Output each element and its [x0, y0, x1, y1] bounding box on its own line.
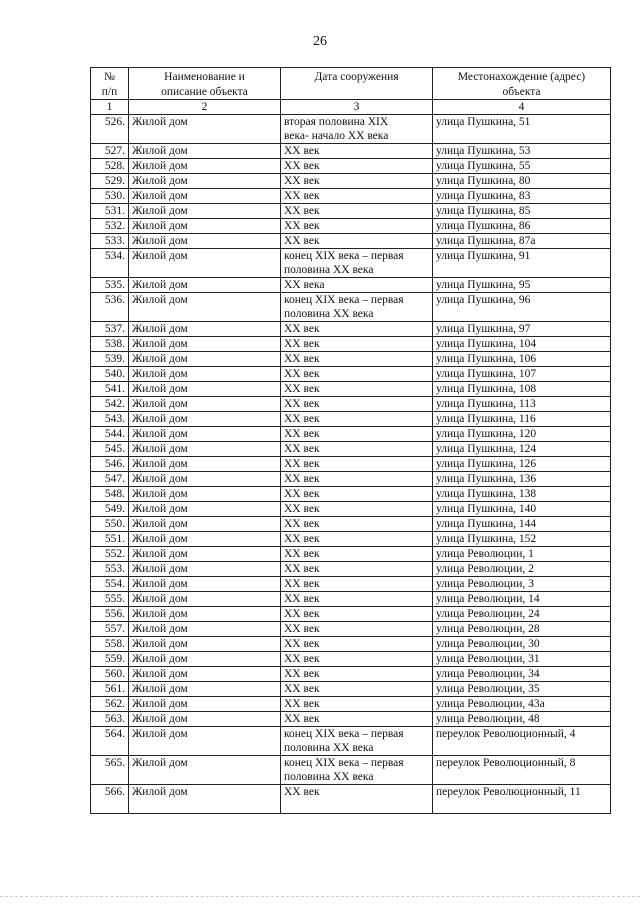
row-number-cell: 565.: [91, 756, 129, 785]
construction-date-line: века- начало XX века: [284, 130, 389, 142]
table-row: [91, 293, 611, 322]
row-number-cell: 543.: [91, 412, 129, 427]
table-row: [91, 382, 611, 397]
table-row: [91, 607, 611, 622]
construction-date-cell: [281, 727, 433, 756]
object-name-cell: Жилой дом: [129, 442, 281, 457]
row-number-cell: 544.: [91, 427, 129, 442]
row-number-cell: 562.: [91, 697, 129, 712]
construction-date-cell: [281, 487, 433, 502]
construction-date-line: XX век: [284, 205, 320, 217]
table-row: [91, 532, 611, 547]
row-number-cell: 540.: [91, 367, 129, 382]
construction-date-line: XX век: [284, 190, 320, 202]
object-name-cell: Жилой дом: [129, 592, 281, 607]
location-cell: улица Пушкина, 80: [433, 174, 611, 189]
object-name-cell: Жилой дом: [129, 712, 281, 727]
construction-date-cell: [281, 547, 433, 562]
construction-date-line: XX век: [284, 235, 320, 247]
construction-date-line: вторая половина XIX: [284, 116, 389, 128]
construction-date-cell: [281, 517, 433, 532]
row-number-cell: 549.: [91, 502, 129, 517]
construction-date-cell: [281, 667, 433, 682]
construction-date-cell: [281, 115, 433, 144]
location-cell: улица Революции, 43а: [433, 697, 611, 712]
location-cell: улица Пушкина, 86: [433, 219, 611, 234]
construction-date-cell: [281, 204, 433, 219]
construction-date-cell: [281, 622, 433, 637]
row-number-cell: 546.: [91, 457, 129, 472]
header-location: [433, 68, 611, 100]
object-name-cell: Жилой дом: [129, 322, 281, 337]
column-index-cell: 1: [91, 100, 129, 115]
construction-date-line: XX век: [284, 638, 320, 650]
object-name-cell: Жилой дом: [129, 115, 281, 144]
construction-date-line: XX век: [284, 353, 320, 365]
table-row: [91, 412, 611, 427]
construction-date-line: XX век: [284, 398, 320, 410]
construction-date-line: XX век: [284, 368, 320, 380]
location-cell: улица Пушкина, 124: [433, 442, 611, 457]
table-row: [91, 472, 611, 487]
object-name-cell: Жилой дом: [129, 204, 281, 219]
table-row: [91, 592, 611, 607]
table-row: [91, 682, 611, 697]
object-name-cell: Жилой дом: [129, 337, 281, 352]
location-cell: улица Пушкина, 95: [433, 278, 611, 293]
construction-date-cell: [281, 159, 433, 174]
object-name-cell: Жилой дом: [129, 637, 281, 652]
table-row: [91, 457, 611, 472]
location-cell: улица Пушкина, 116: [433, 412, 611, 427]
table-row: [91, 712, 611, 727]
table-row: [91, 204, 611, 219]
object-name-cell: Жилой дом: [129, 607, 281, 622]
construction-date-line: XX век: [284, 160, 320, 172]
construction-date-line: [284, 799, 429, 813]
row-number-cell: 560.: [91, 667, 129, 682]
location-cell: улица Пушкина, 104: [433, 337, 611, 352]
construction-date-cell: [281, 293, 433, 322]
location-cell: улица Революции, 1: [433, 547, 611, 562]
object-name-cell: Жилой дом: [129, 427, 281, 442]
construction-date-line: XX век: [284, 713, 320, 725]
construction-date-line: XX век: [284, 518, 320, 530]
object-name-cell: Жилой дом: [129, 382, 281, 397]
location-cell: улица Пушкина, 55: [433, 159, 611, 174]
table-row: [91, 547, 611, 562]
row-number-cell: 551.: [91, 532, 129, 547]
construction-date-cell: [281, 412, 433, 427]
location-cell: улица Революции, 35: [433, 682, 611, 697]
header-location-line2: объекта: [502, 85, 541, 98]
table-row: [91, 697, 611, 712]
table-row: [91, 622, 611, 637]
construction-date-cell: [281, 682, 433, 697]
construction-date-cell: [281, 219, 433, 234]
construction-date-cell: [281, 457, 433, 472]
construction-date-line: XX век: [284, 175, 320, 187]
construction-date-cell: [281, 472, 433, 487]
table-row: [91, 502, 611, 517]
construction-date-line: XX век: [284, 533, 320, 545]
row-number-cell: 530.: [91, 189, 129, 204]
row-number-cell: 555.: [91, 592, 129, 607]
column-index-cell: 4: [433, 100, 611, 115]
construction-date-line: XX век: [284, 608, 320, 620]
construction-date-cell: [281, 367, 433, 382]
construction-date-cell: [281, 382, 433, 397]
location-cell: улица Пушкина, 87а: [433, 234, 611, 249]
table-row: [91, 115, 611, 144]
table-row: [91, 487, 611, 502]
header-name-line1: Наименование и: [164, 71, 245, 83]
object-name-cell: Жилой дом: [129, 367, 281, 382]
object-name-cell: Жилой дом: [129, 697, 281, 712]
location-cell: улица Пушкина, 113: [433, 397, 611, 412]
construction-date-cell: [281, 189, 433, 204]
construction-date-line: XX век: [284, 428, 320, 440]
location-cell: улица Революции, 24: [433, 607, 611, 622]
object-name-cell: Жилой дом: [129, 622, 281, 637]
row-number-cell: 529.: [91, 174, 129, 189]
column-index-cell: 3: [281, 100, 433, 115]
table-row: [91, 637, 611, 652]
header-date-line2: [284, 85, 429, 100]
construction-date-cell: [281, 337, 433, 352]
construction-date-cell: [281, 427, 433, 442]
construction-date-line: XX век: [284, 786, 320, 798]
row-number-cell: 536.: [91, 293, 129, 322]
object-name-cell: Жилой дом: [129, 234, 281, 249]
row-number-cell: 552.: [91, 547, 129, 562]
construction-date-line: половина XX века: [284, 742, 374, 754]
object-name-cell: Жилой дом: [129, 667, 281, 682]
location-cell: улица Пушкина, 136: [433, 472, 611, 487]
construction-date-cell: [281, 756, 433, 785]
table-row: [91, 442, 611, 457]
table-row: [91, 322, 611, 337]
location-cell: улица Революции, 48: [433, 712, 611, 727]
object-name-cell: Жилой дом: [129, 159, 281, 174]
construction-date-line: конец XIX века – первая: [284, 250, 404, 262]
header-number: [91, 68, 129, 100]
table-row: [91, 219, 611, 234]
construction-date-line: XX век: [284, 623, 320, 635]
object-name-cell: Жилой дом: [129, 457, 281, 472]
table-row: [91, 667, 611, 682]
construction-date-cell: [281, 502, 433, 517]
header-number-line2: п/п: [101, 85, 118, 98]
row-number-cell: 558.: [91, 637, 129, 652]
row-number-cell: 527.: [91, 144, 129, 159]
object-name-cell: Жилой дом: [129, 547, 281, 562]
row-number-cell: 547.: [91, 472, 129, 487]
construction-date-line: XX век: [284, 548, 320, 560]
row-number-cell: 531.: [91, 204, 129, 219]
row-number-cell: 526.: [91, 115, 129, 144]
object-name-cell: Жилой дом: [129, 517, 281, 532]
header-name-line2: описание объекта: [161, 85, 248, 98]
table-row: [91, 517, 611, 532]
object-name-cell: Жилой дом: [129, 682, 281, 697]
table-row: [91, 785, 611, 814]
row-number-cell: 554.: [91, 577, 129, 592]
scan-edge-line: [0, 896, 640, 897]
object-name-cell: Жилой дом: [129, 756, 281, 785]
location-cell: улица Пушкина, 83: [433, 189, 611, 204]
construction-date-line: конец XIX века – первая: [284, 728, 404, 740]
location-cell: улица Пушкина, 140: [433, 502, 611, 517]
table-header-row: [91, 68, 611, 100]
location-cell: улица Революции, 30: [433, 637, 611, 652]
construction-date-cell: [281, 607, 433, 622]
construction-date-cell: [281, 278, 433, 293]
location-cell: переулок Революционный, 8: [433, 756, 611, 785]
object-name-cell: Жилой дом: [129, 397, 281, 412]
table-row: [91, 756, 611, 785]
table-body: [91, 115, 611, 814]
construction-date-line: XX века: [284, 279, 325, 291]
object-name-cell: Жилой дом: [129, 412, 281, 427]
table-row: [91, 234, 611, 249]
construction-date-cell: [281, 697, 433, 712]
page-number: 26: [313, 34, 327, 49]
construction-date-line: XX век: [284, 488, 320, 500]
construction-date-cell: [281, 234, 433, 249]
table-row: [91, 652, 611, 667]
construction-date-cell: [281, 144, 433, 159]
row-number-cell: 535.: [91, 278, 129, 293]
row-number-cell: 561.: [91, 682, 129, 697]
row-number-cell: 538.: [91, 337, 129, 352]
construction-date-cell: [281, 532, 433, 547]
construction-date-cell: [281, 637, 433, 652]
construction-date-line: конец XIX века – первая: [284, 757, 404, 769]
construction-date-line: XX век: [284, 338, 320, 350]
location-cell: улица Пушкина, 152: [433, 532, 611, 547]
object-name-cell: Жилой дом: [129, 249, 281, 278]
construction-date-line: XX век: [284, 145, 320, 157]
construction-date-line: XX век: [284, 668, 320, 680]
row-number-cell: 542.: [91, 397, 129, 412]
table-row: [91, 577, 611, 592]
table-row: [91, 174, 611, 189]
location-cell: улица Пушкина, 120: [433, 427, 611, 442]
heritage-objects-table: [90, 67, 611, 814]
object-name-cell: Жилой дом: [129, 785, 281, 814]
construction-date-line: XX век: [284, 220, 320, 232]
object-name-cell: Жилой дом: [129, 278, 281, 293]
row-number-cell: 556.: [91, 607, 129, 622]
construction-date-line: XX век: [284, 698, 320, 710]
construction-date-cell: [281, 397, 433, 412]
header-name: [129, 68, 281, 100]
object-name-cell: Жилой дом: [129, 189, 281, 204]
header-date: [281, 68, 433, 100]
construction-date-line: XX век: [284, 683, 320, 695]
construction-date-cell: [281, 652, 433, 667]
row-number-cell: 541.: [91, 382, 129, 397]
table-row: [91, 249, 611, 278]
construction-date-line: XX век: [284, 653, 320, 665]
location-cell: улица Пушкина, 106: [433, 352, 611, 367]
row-number-cell: 537.: [91, 322, 129, 337]
location-cell: улица Пушкина, 51: [433, 115, 611, 144]
construction-date-line: XX век: [284, 593, 320, 605]
table-row: [91, 189, 611, 204]
row-number-cell: 566.: [91, 785, 129, 814]
location-cell: улица Революции, 2: [433, 562, 611, 577]
location-cell: улица Революции, 31: [433, 652, 611, 667]
table-row: [91, 144, 611, 159]
location-cell: улица Революции, 14: [433, 592, 611, 607]
object-name-cell: Жилой дом: [129, 652, 281, 667]
location-cell: переулок Революционный, 4: [433, 727, 611, 756]
object-name-cell: Жилой дом: [129, 577, 281, 592]
location-cell: улица Революции, 3: [433, 577, 611, 592]
object-name-cell: Жилой дом: [129, 562, 281, 577]
row-number-cell: 550.: [91, 517, 129, 532]
table-row: [91, 352, 611, 367]
table-row: [91, 159, 611, 174]
table-row: [91, 397, 611, 412]
row-number-cell: 539.: [91, 352, 129, 367]
location-cell: улица Пушкина, 107: [433, 367, 611, 382]
location-cell: переулок Революционный, 11: [433, 785, 611, 814]
construction-date-line: половина XX века: [284, 308, 374, 320]
row-number-cell: 533.: [91, 234, 129, 249]
construction-date-line: половина XX века: [284, 264, 374, 276]
object-name-cell: Жилой дом: [129, 472, 281, 487]
object-name-cell: Жилой дом: [129, 144, 281, 159]
location-cell: улица Пушкина, 96: [433, 293, 611, 322]
table-row: [91, 427, 611, 442]
location-cell: улица Пушкина, 53: [433, 144, 611, 159]
construction-date-line: XX век: [284, 413, 320, 425]
construction-date-cell: [281, 352, 433, 367]
location-cell: улица Революции, 34: [433, 667, 611, 682]
column-index-row: [91, 100, 611, 115]
construction-date-cell: [281, 577, 433, 592]
construction-date-line: XX век: [284, 563, 320, 575]
row-number-cell: 534.: [91, 249, 129, 278]
table-row: [91, 278, 611, 293]
location-cell: улица Пушкина, 85: [433, 204, 611, 219]
construction-date-line: XX век: [284, 323, 320, 335]
object-name-cell: Жилой дом: [129, 487, 281, 502]
header-location-line1: Местонахождение (адрес): [457, 71, 586, 83]
construction-date-line: конец XIX века – первая: [284, 294, 404, 306]
construction-date-line: XX век: [284, 503, 320, 515]
location-cell: улица Пушкина, 108: [433, 382, 611, 397]
construction-date-cell: [281, 592, 433, 607]
location-cell: улица Пушкина, 91: [433, 249, 611, 278]
construction-date-cell: [281, 174, 433, 189]
table-row: [91, 562, 611, 577]
header-number-line1: №: [104, 71, 115, 83]
construction-date-cell: [281, 442, 433, 457]
construction-date-line: половина XX века: [284, 771, 374, 783]
row-number-cell: 548.: [91, 487, 129, 502]
construction-date-cell: [281, 712, 433, 727]
header-date-line1: Дата сооружения: [314, 71, 399, 83]
row-number-cell: 563.: [91, 712, 129, 727]
object-name-cell: Жилой дом: [129, 532, 281, 547]
construction-date-cell: [281, 785, 433, 814]
construction-date-line: XX век: [284, 473, 320, 485]
location-cell: улица Пушкина, 138: [433, 487, 611, 502]
column-index-cell: 2: [129, 100, 281, 115]
construction-date-cell: [281, 322, 433, 337]
row-number-cell: 545.: [91, 442, 129, 457]
construction-date-line: XX век: [284, 383, 320, 395]
row-number-cell: 528.: [91, 159, 129, 174]
row-number-cell: 557.: [91, 622, 129, 637]
object-name-cell: Жилой дом: [129, 219, 281, 234]
object-name-cell: Жилой дом: [129, 174, 281, 189]
location-cell: улица Пушкина, 144: [433, 517, 611, 532]
row-number-cell: 553.: [91, 562, 129, 577]
location-cell: улица Пушкина, 97: [433, 322, 611, 337]
location-cell: улица Пушкина, 126: [433, 457, 611, 472]
object-name-cell: Жилой дом: [129, 502, 281, 517]
row-number-cell: 532.: [91, 219, 129, 234]
table-row: [91, 337, 611, 352]
construction-date-line: XX век: [284, 458, 320, 470]
row-number-cell: 564.: [91, 727, 129, 756]
location-cell: улица Революции, 28: [433, 622, 611, 637]
table-row: [91, 367, 611, 382]
construction-date-cell: [281, 562, 433, 577]
object-name-cell: Жилой дом: [129, 352, 281, 367]
row-number-cell: 559.: [91, 652, 129, 667]
construction-date-cell: [281, 249, 433, 278]
object-name-cell: Жилой дом: [129, 293, 281, 322]
table-row: [91, 727, 611, 756]
construction-date-line: XX век: [284, 443, 320, 455]
object-name-cell: Жилой дом: [129, 727, 281, 756]
construction-date-line: XX век: [284, 578, 320, 590]
